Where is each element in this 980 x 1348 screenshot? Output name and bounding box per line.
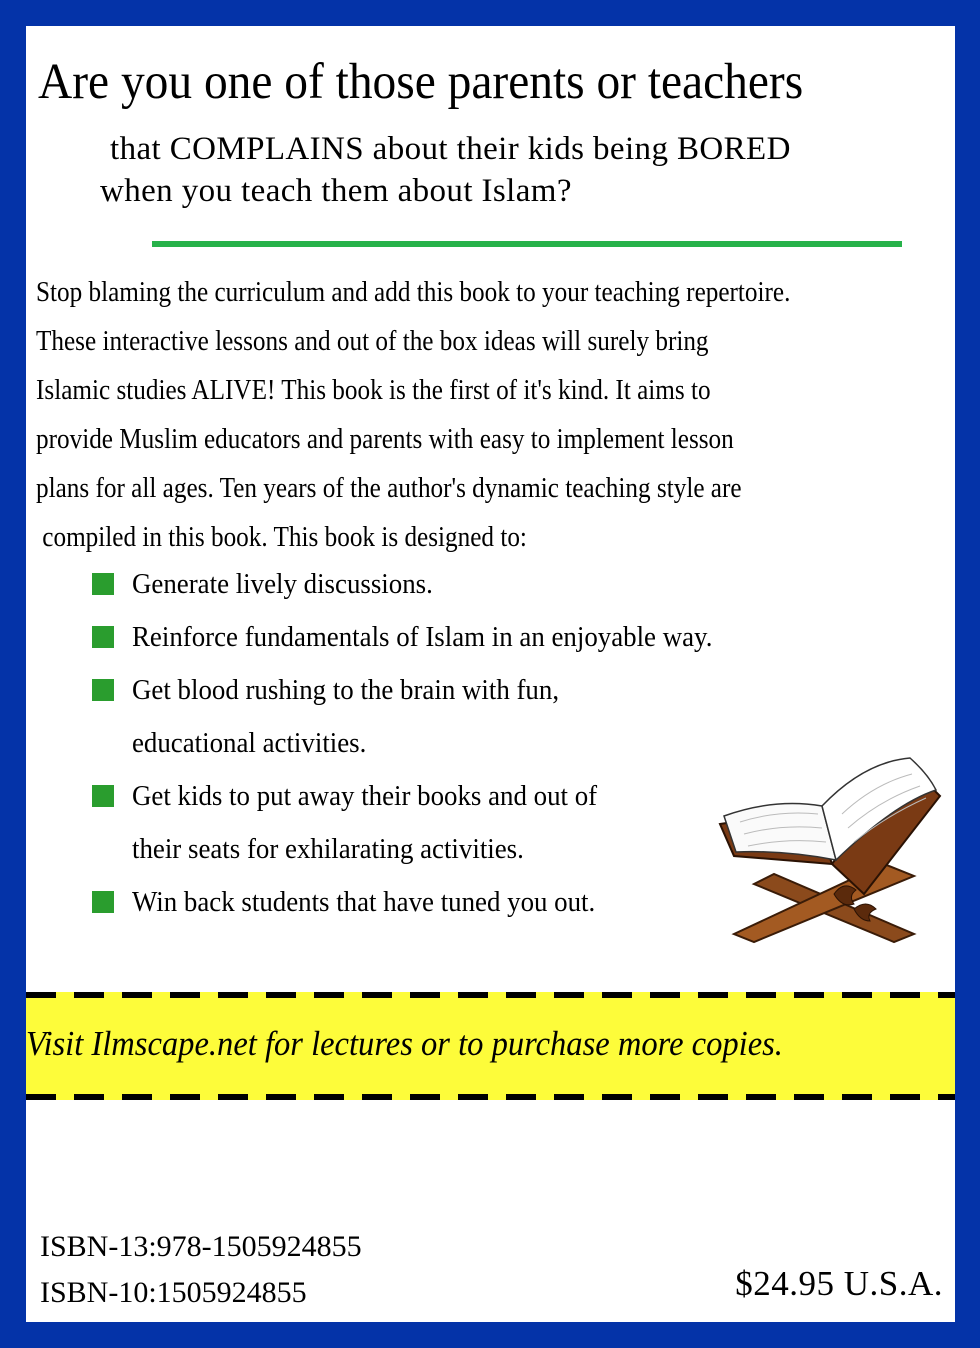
list-item-text: Reinforce fundamentals of Islam in an enjoyable way. xyxy=(132,622,713,653)
back-cover xyxy=(26,26,955,1322)
price: $24.95 U.S.A. xyxy=(735,1264,943,1303)
list-item-text-continued: educational activities. xyxy=(132,728,367,759)
list-item-text-continued: their seats for exhilarating activities. xyxy=(132,834,524,865)
list-item xyxy=(92,558,792,611)
subheadline-line-2: when you teach them about Islam? xyxy=(100,173,572,209)
benefits-list xyxy=(92,558,792,929)
intro-line: compiled in this book. This book is designed to: xyxy=(36,522,527,553)
green-square-bullet-icon xyxy=(92,785,114,807)
list-item-text: Get blood rushing to the brain with fun, xyxy=(132,675,560,706)
green-square-bullet-icon xyxy=(92,626,114,648)
cta-text: Visit Ilmscape.net for lectures or to purchase more copies. xyxy=(26,1024,783,1063)
list-item xyxy=(92,611,792,664)
isbn-10: ISBN-10:1505924855 xyxy=(40,1276,307,1309)
list-item xyxy=(92,770,792,876)
list-item-text: Get kids to put away their books and out of xyxy=(132,781,598,812)
dashed-border-bottom xyxy=(26,1094,955,1100)
intro-line: These interactive lessons and out of the box ideas will surely bring xyxy=(36,326,709,357)
dashed-border-top xyxy=(26,992,955,998)
headline: Are you one of those parents or teachers xyxy=(38,54,804,110)
isbn-13: ISBN-13:978-1505924855 xyxy=(40,1230,362,1263)
green-square-bullet-icon xyxy=(92,573,114,595)
list-item-text: Win back students that have tuned you out. xyxy=(132,887,596,918)
cta-banner xyxy=(26,992,955,1100)
green-square-bullet-icon xyxy=(92,679,114,701)
intro-line: Islamic studies ALIVE! This book is the first of it's kind. It aims to xyxy=(36,375,711,406)
green-divider xyxy=(152,241,902,247)
subheadline-line-1: that COMPLAINS about their kids being BORED xyxy=(110,131,791,167)
list-item xyxy=(92,664,792,770)
intro-line: plans for all ages. Ten years of the author's dynamic teaching style are xyxy=(36,473,742,504)
book-stand-icon xyxy=(714,744,948,944)
list-item-text: Generate lively discussions. xyxy=(132,569,433,600)
list-item xyxy=(92,876,792,929)
intro-line: provide Muslim educators and parents with easy to implement lesson xyxy=(36,424,734,455)
intro-paragraph xyxy=(36,268,951,562)
isbn-block xyxy=(40,1224,362,1316)
green-square-bullet-icon xyxy=(92,891,114,913)
intro-line: Stop blaming the curriculum and add this book to your teaching repertoire. xyxy=(36,277,791,308)
